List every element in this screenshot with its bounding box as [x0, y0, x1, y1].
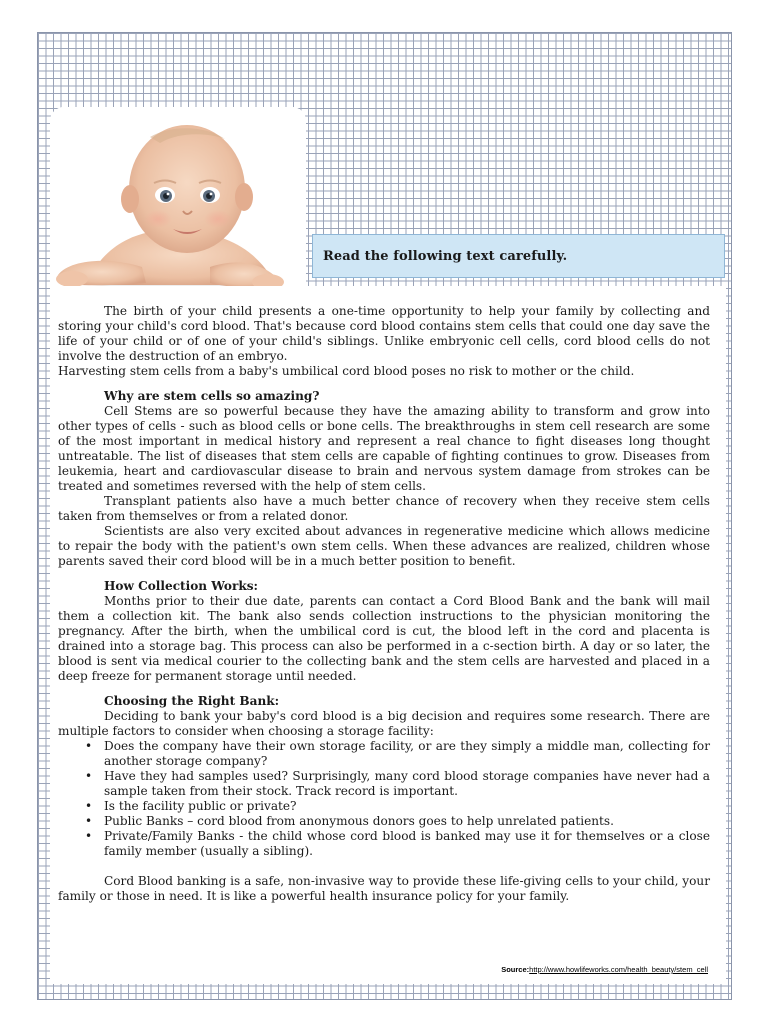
- bullet-icon: •: [85, 829, 93, 843]
- article-content: [58, 304, 710, 904]
- list-item: • Public Banks – cord blood from anonymous donors goes to help unrelated patients.: [85, 814, 614, 828]
- section-heading-stem-cells: Why are stem cells so amazing?: [104, 389, 320, 403]
- baby-illustration: [50, 107, 306, 301]
- source-citation: [501, 965, 708, 974]
- baby-photo: [50, 107, 306, 301]
- closing-paragraph: Cord Blood banking is a safe, non-invasive way to provide these life-giving cells to your child, your family or those in need. It is like a powerful health insurance policy for your family.: [58, 874, 710, 903]
- factors-list: [58, 739, 710, 859]
- section-heading-choosing-bank: Choosing the Right Bank:: [104, 694, 280, 708]
- choosing-bank-paragraph: Deciding to bank your baby's cord blood is a big decision and requires some research. There are multiple factors to consider when choosing a storage facility:: [58, 709, 710, 738]
- bullet-icon: •: [85, 799, 93, 813]
- source-link[interactable]: http://www.howlifeworks.com/health_beauty/stem_cell: [529, 965, 708, 974]
- bullet-icon: •: [85, 814, 93, 828]
- intro-paragraph: The birth of your child presents a one-time opportunity to help your family by collecting and storing your child's cord blood. That's because cord blood contains stem cells that could one day save the life of your child or of one of your child's siblings. Unlike embryonic cell cells, cord blood cells do not involve the destruction of an embryo.: [58, 304, 710, 363]
- list-item: • Does the company have their own storage facility, or are they simply a middle man, collecting for another storage company?: [85, 739, 710, 768]
- bullet-icon: •: [85, 769, 93, 783]
- stem-cells-paragraph-2: Transplant patients also have a much better chance of recovery when they receive stem cells taken from themselves or from a related donor.: [58, 494, 710, 523]
- section-heading-collection: How Collection Works:: [104, 579, 258, 593]
- instruction-text: Read the following text carefully.: [323, 248, 568, 264]
- source-label: Source:: [501, 965, 530, 974]
- list-item: • Have they had samples used? Surprisingly, many cord blood storage companies have never had a sample taken from their stock. Track record is important.: [85, 769, 710, 798]
- instruction-box: [312, 234, 725, 278]
- list-item: • Private/Family Banks - the child whose cord blood is banked may use it for themselves or a close family member (usually a sibling).: [85, 829, 710, 858]
- collection-paragraph: Months prior to their due date, parents can contact a Cord Blood Bank and the bank will mail them a collection kit. The bank also sends collection instructions to the physician monitoring the pregnancy. After the birth, when the umbilical cord is cut, the blood left in the cord and placenta is drained into a storage bag. This process can also be performed in a c-section birth. A day or so later, the blood is sent via medical courier to the collecting bank and the stem cells are harvested and placed in a deep freeze for permanent storage until needed.: [58, 594, 710, 683]
- bullet-icon: •: [85, 739, 93, 753]
- stem-cells-paragraph-1: Cell Stems are so powerful because they have the amazing ability to transform and grow into other types of cells - such as blood cells or bone cells. The breakthroughs in stem cell research are some of the most important in medical history and represent a real chance to fight diseases long thought untreatable. The list of diseases that stem cells are capable of fighting continues to grow. Diseases from leukemia, heart and cardiovascular disease to brain and nervous system damage from strokes can be treated and sometimes reversed with the help of stem cells.: [58, 404, 710, 493]
- stem-cells-paragraph-3: Scientists are also very excited about advances in regenerative medicine which allows medicine to repair the body with the patient's own stem cells. When these advances are realized, children whose parents saved their cord blood will be in a much better position to benefit.: [58, 524, 710, 568]
- list-item: • Is the facility public or private?: [85, 799, 297, 813]
- intro-paragraph-2: Harvesting stem cells from a baby's umbilical cord blood poses no risk to mother or the child.: [58, 364, 635, 378]
